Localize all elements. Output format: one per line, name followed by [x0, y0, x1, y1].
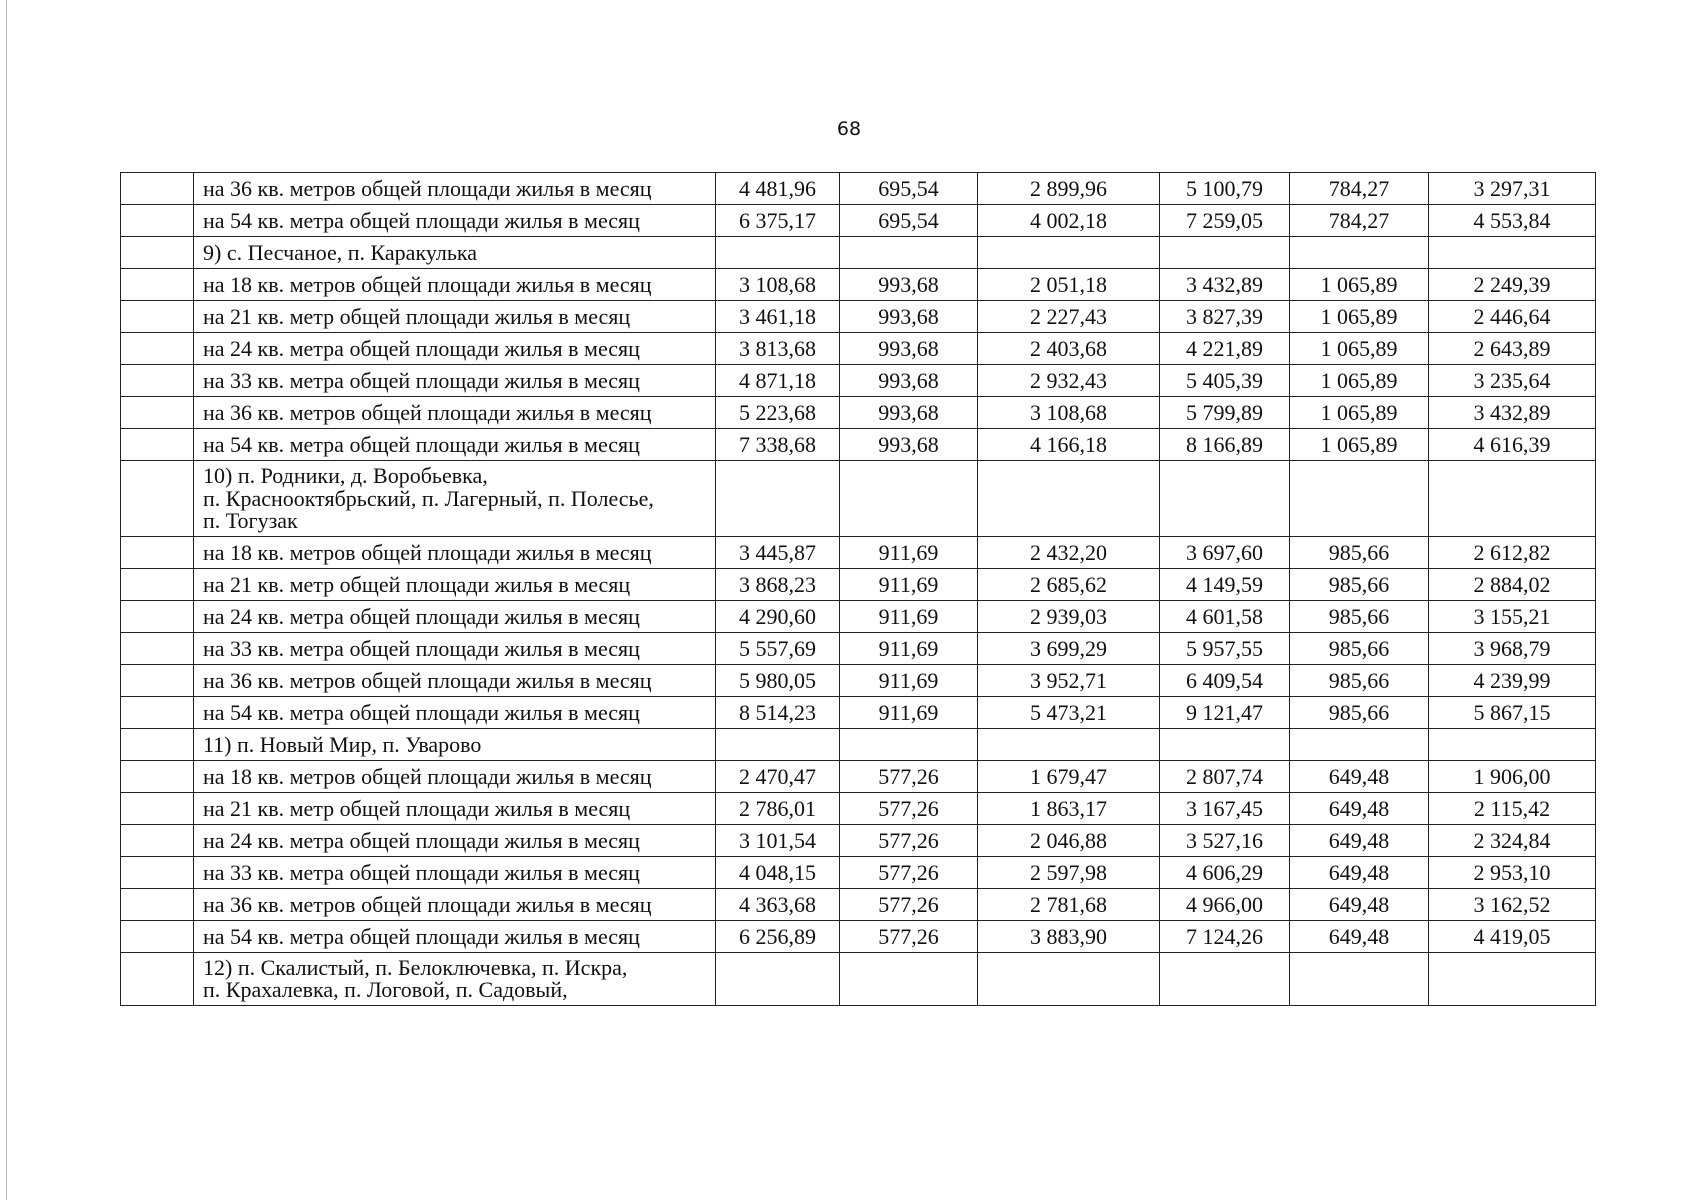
- value-cell-col3: 2 597,98: [978, 856, 1160, 888]
- index-cell: [121, 365, 194, 397]
- section-title-line: п. Тогузак: [203, 508, 298, 533]
- value-cell-col3: 3 883,90: [978, 920, 1160, 952]
- value-cell-col2: [840, 461, 978, 537]
- value-cell-col5: 649,48: [1290, 856, 1429, 888]
- value-cell-col2: 911,69: [840, 664, 978, 696]
- value-cell-col1: 3 868,23: [716, 568, 840, 600]
- row-label-cell: на 36 кв. метров общей площади жилья в месяц: [194, 173, 716, 205]
- section-row: [121, 461, 1596, 537]
- value-cell-col3: 5 473,21: [978, 696, 1160, 728]
- value-cell-col2: 577,26: [840, 792, 978, 824]
- index-cell: [121, 856, 194, 888]
- index-cell: [121, 632, 194, 664]
- table-row: [121, 301, 1596, 333]
- value-cell-col3: 2 227,43: [978, 301, 1160, 333]
- value-cell-col5: [1290, 237, 1429, 269]
- section-row: [121, 237, 1596, 269]
- index-cell: [121, 664, 194, 696]
- value-cell-col5: 784,27: [1290, 173, 1429, 205]
- value-cell-col3: [978, 728, 1160, 760]
- index-cell: [121, 237, 194, 269]
- value-cell-col2: 993,68: [840, 301, 978, 333]
- value-cell-col3: [978, 461, 1160, 537]
- value-cell-col2: 911,69: [840, 568, 978, 600]
- value-cell-col4: 3 527,16: [1160, 824, 1290, 856]
- row-label-cell: на 24 кв. метра общей площади жилья в месяц: [194, 333, 716, 365]
- value-cell-col4: 7 259,05: [1160, 205, 1290, 237]
- row-label-cell: на 24 кв. метра общей площади жилья в месяц: [194, 600, 716, 632]
- value-cell-col6: 2 884,02: [1429, 568, 1596, 600]
- value-cell-col4: 9 121,47: [1160, 696, 1290, 728]
- value-cell-col4: 7 124,26: [1160, 920, 1290, 952]
- table-row: [121, 792, 1596, 824]
- value-cell-col5: 1 065,89: [1290, 301, 1429, 333]
- value-cell-col1: [716, 461, 840, 537]
- value-cell-col2: 577,26: [840, 856, 978, 888]
- value-cell-col1: 3 461,18: [716, 301, 840, 333]
- value-cell-col4: 3 432,89: [1160, 269, 1290, 301]
- index-cell: [121, 888, 194, 920]
- value-cell-col2: 577,26: [840, 824, 978, 856]
- row-label-cell: на 21 кв. метр общей площади жилья в месяц: [194, 568, 716, 600]
- value-cell-col4: [1160, 237, 1290, 269]
- value-cell-col1: 4 481,96: [716, 173, 840, 205]
- value-cell-col3: 2 781,68: [978, 888, 1160, 920]
- value-cell-col4: 4 149,59: [1160, 568, 1290, 600]
- section-title-line: п. Крахалевка, п. Логовой, п. Садовый,: [203, 977, 568, 1002]
- row-label-cell: на 21 кв. метр общей площади жилья в месяц: [194, 792, 716, 824]
- value-cell-col6: 2 612,82: [1429, 536, 1596, 568]
- value-cell-col3: 2 899,96: [978, 173, 1160, 205]
- index-cell: [121, 920, 194, 952]
- value-cell-col6: 5 867,15: [1429, 696, 1596, 728]
- value-cell-col5: 985,66: [1290, 536, 1429, 568]
- value-cell-col2: 577,26: [840, 888, 978, 920]
- value-cell-col2: 577,26: [840, 920, 978, 952]
- value-cell-col1: 4 363,68: [716, 888, 840, 920]
- table-row: [121, 600, 1596, 632]
- value-cell-col3: 2 403,68: [978, 333, 1160, 365]
- value-cell-col4: 5 799,89: [1160, 397, 1290, 429]
- index-cell: [121, 696, 194, 728]
- row-label-cell: на 21 кв. метр общей площади жилья в месяц: [194, 301, 716, 333]
- value-cell-col1: 6 256,89: [716, 920, 840, 952]
- value-cell-col5: 784,27: [1290, 205, 1429, 237]
- row-label-cell: на 18 кв. метров общей площади жилья в месяц: [194, 536, 716, 568]
- value-cell-col4: 5 957,55: [1160, 632, 1290, 664]
- section-row: [121, 952, 1596, 1005]
- table-row: [121, 568, 1596, 600]
- row-label-cell: на 54 кв. метра общей площади жилья в месяц: [194, 429, 716, 461]
- value-cell-col4: 4 966,00: [1160, 888, 1290, 920]
- value-cell-col6: 4 616,39: [1429, 429, 1596, 461]
- value-cell-col3: 3 699,29: [978, 632, 1160, 664]
- value-cell-col5: 1 065,89: [1290, 269, 1429, 301]
- value-cell-col1: 6 375,17: [716, 205, 840, 237]
- table-row: [121, 365, 1596, 397]
- value-cell-col1: 7 338,68: [716, 429, 840, 461]
- index-cell: [121, 301, 194, 333]
- value-cell-col5: 649,48: [1290, 824, 1429, 856]
- value-cell-col2: 577,26: [840, 760, 978, 792]
- value-cell-col6: 3 968,79: [1429, 632, 1596, 664]
- value-cell-col3: 4 166,18: [978, 429, 1160, 461]
- value-cell-col6: 1 906,00: [1429, 760, 1596, 792]
- table-row: [121, 536, 1596, 568]
- scan-edge-line: [6, 0, 7, 1200]
- value-cell-col3: 2 685,62: [978, 568, 1160, 600]
- value-cell-col2: 993,68: [840, 397, 978, 429]
- value-cell-col5: 985,66: [1290, 600, 1429, 632]
- value-cell-col1: 3 101,54: [716, 824, 840, 856]
- table-row: [121, 824, 1596, 856]
- value-cell-col4: 4 601,58: [1160, 600, 1290, 632]
- value-cell-col2: 695,54: [840, 205, 978, 237]
- value-cell-col5: 985,66: [1290, 696, 1429, 728]
- table-row: [121, 269, 1596, 301]
- section-row: [121, 728, 1596, 760]
- value-cell-col4: 6 409,54: [1160, 664, 1290, 696]
- value-cell-col4: 5 405,39: [1160, 365, 1290, 397]
- index-cell: [121, 536, 194, 568]
- section-title-cell: [194, 461, 716, 537]
- value-cell-col2: 695,54: [840, 173, 978, 205]
- value-cell-col6: 4 553,84: [1429, 205, 1596, 237]
- row-label-cell: на 36 кв. метров общей площади жилья в месяц: [194, 397, 716, 429]
- value-cell-col2: 911,69: [840, 536, 978, 568]
- value-cell-col2: [840, 728, 978, 760]
- table-row: [121, 632, 1596, 664]
- value-cell-col2: 993,68: [840, 365, 978, 397]
- value-cell-col3: 2 939,03: [978, 600, 1160, 632]
- index-cell: [121, 429, 194, 461]
- value-cell-col1: 4 290,60: [716, 600, 840, 632]
- section-title-line: п. Краснооктябрьский, п. Лагерный, п. Полесье,: [203, 485, 654, 511]
- value-cell-col6: 4 239,99: [1429, 664, 1596, 696]
- value-cell-col4: 3 167,45: [1160, 792, 1290, 824]
- index-cell: [121, 333, 194, 365]
- table-row: [121, 205, 1596, 237]
- row-label-cell: на 54 кв. метра общей площади жилья в месяц: [194, 205, 716, 237]
- value-cell-col3: 1 863,17: [978, 792, 1160, 824]
- value-cell-col3: 2 051,18: [978, 269, 1160, 301]
- value-cell-col6: 3 235,64: [1429, 365, 1596, 397]
- value-cell-col2: 993,68: [840, 429, 978, 461]
- index-cell: [121, 952, 194, 1005]
- table-row: [121, 696, 1596, 728]
- table-row: [121, 888, 1596, 920]
- index-cell: [121, 600, 194, 632]
- row-label-cell: на 33 кв. метра общей площади жилья в месяц: [194, 632, 716, 664]
- value-cell-col4: 3 827,39: [1160, 301, 1290, 333]
- index-cell: [121, 461, 194, 537]
- value-cell-col5: [1290, 728, 1429, 760]
- value-cell-col1: 5 223,68: [716, 397, 840, 429]
- index-cell: [121, 205, 194, 237]
- row-label-cell: на 54 кв. метра общей площади жилья в месяц: [194, 920, 716, 952]
- value-cell-col1: [716, 952, 840, 1005]
- value-cell-col5: 1 065,89: [1290, 333, 1429, 365]
- row-label-cell: на 54 кв. метра общей площади жилья в месяц: [194, 696, 716, 728]
- row-label-cell: на 18 кв. метров общей площади жилья в месяц: [194, 269, 716, 301]
- value-cell-col2: 993,68: [840, 269, 978, 301]
- value-cell-col3: [978, 952, 1160, 1005]
- value-cell-col6: 3 162,52: [1429, 888, 1596, 920]
- value-cell-col6: 2 324,84: [1429, 824, 1596, 856]
- value-cell-col3: 2 432,20: [978, 536, 1160, 568]
- value-cell-col6: 2 249,39: [1429, 269, 1596, 301]
- value-cell-col5: 1 065,89: [1290, 365, 1429, 397]
- table-row: [121, 173, 1596, 205]
- index-cell: [121, 568, 194, 600]
- value-cell-col3: 1 679,47: [978, 760, 1160, 792]
- index-cell: [121, 269, 194, 301]
- value-cell-col4: 2 807,74: [1160, 760, 1290, 792]
- value-cell-col2: 911,69: [840, 696, 978, 728]
- table-row: [121, 429, 1596, 461]
- value-cell-col4: [1160, 952, 1290, 1005]
- table-row: [121, 333, 1596, 365]
- value-cell-col4: [1160, 461, 1290, 537]
- value-cell-col5: 1 065,89: [1290, 397, 1429, 429]
- value-cell-col6: 3 155,21: [1429, 600, 1596, 632]
- value-cell-col6: [1429, 728, 1596, 760]
- value-cell-col6: 2 446,64: [1429, 301, 1596, 333]
- table-row: [121, 664, 1596, 696]
- value-cell-col6: 4 419,05: [1429, 920, 1596, 952]
- row-label-cell: на 33 кв. метра общей площади жилья в месяц: [194, 856, 716, 888]
- section-title-line: 11) п. Новый Мир, п. Уварово: [203, 731, 482, 757]
- value-cell-col3: 2 046,88: [978, 824, 1160, 856]
- value-cell-col4: [1160, 728, 1290, 760]
- value-cell-col5: 649,48: [1290, 792, 1429, 824]
- row-label-cell: на 33 кв. метра общей площади жилья в месяц: [194, 365, 716, 397]
- value-cell-col6: [1429, 461, 1596, 537]
- value-cell-col5: 649,48: [1290, 760, 1429, 792]
- index-cell: [121, 397, 194, 429]
- value-cell-col6: 2 643,89: [1429, 333, 1596, 365]
- section-title-cell: [194, 952, 716, 1005]
- value-cell-col6: [1429, 237, 1596, 269]
- tariff-table: [120, 172, 1596, 1006]
- index-cell: [121, 760, 194, 792]
- value-cell-col2: 911,69: [840, 632, 978, 664]
- value-cell-col1: 4 871,18: [716, 365, 840, 397]
- value-cell-col6: 2 953,10: [1429, 856, 1596, 888]
- value-cell-col1: [716, 237, 840, 269]
- value-cell-col4: 4 221,89: [1160, 333, 1290, 365]
- value-cell-col1: 5 557,69: [716, 632, 840, 664]
- value-cell-col3: [978, 237, 1160, 269]
- value-cell-col3: 3 952,71: [978, 664, 1160, 696]
- table-row: [121, 760, 1596, 792]
- table-row: [121, 397, 1596, 429]
- section-title-cell: [194, 728, 716, 760]
- value-cell-col5: 985,66: [1290, 568, 1429, 600]
- row-label-cell: на 36 кв. метров общей площади жилья в месяц: [194, 888, 716, 920]
- value-cell-col3: 2 932,43: [978, 365, 1160, 397]
- section-title-line: 12) п. Скалистый, п. Белоключевка, п. Искра,: [203, 954, 628, 980]
- section-title-line: 10) п. Родники, д. Воробьевка,: [203, 463, 488, 488]
- index-cell: [121, 824, 194, 856]
- value-cell-col2: 993,68: [840, 333, 978, 365]
- value-cell-col1: 2 786,01: [716, 792, 840, 824]
- row-label-cell: на 36 кв. метров общей площади жилья в месяц: [194, 664, 716, 696]
- value-cell-col5: [1290, 461, 1429, 537]
- value-cell-col5: 985,66: [1290, 632, 1429, 664]
- index-cell: [121, 728, 194, 760]
- value-cell-col1: [716, 728, 840, 760]
- value-cell-col4: 8 166,89: [1160, 429, 1290, 461]
- value-cell-col2: 911,69: [840, 600, 978, 632]
- value-cell-col1: 3 445,87: [716, 536, 840, 568]
- value-cell-col4: 4 606,29: [1160, 856, 1290, 888]
- value-cell-col1: 3 108,68: [716, 269, 840, 301]
- value-cell-col6: 2 115,42: [1429, 792, 1596, 824]
- index-cell: [121, 792, 194, 824]
- index-cell: [121, 173, 194, 205]
- value-cell-col2: [840, 237, 978, 269]
- value-cell-col5: 985,66: [1290, 664, 1429, 696]
- value-cell-col2: [840, 952, 978, 1005]
- value-cell-col5: [1290, 952, 1429, 1005]
- section-title-line: 9) с. Песчаное, п. Каракулька: [203, 240, 477, 265]
- value-cell-col4: 3 697,60: [1160, 536, 1290, 568]
- value-cell-col5: 649,48: [1290, 920, 1429, 952]
- value-cell-col6: [1429, 952, 1596, 1005]
- table-row: [121, 856, 1596, 888]
- tariff-table-body: [121, 173, 1596, 1006]
- value-cell-col5: 1 065,89: [1290, 429, 1429, 461]
- value-cell-col4: 5 100,79: [1160, 173, 1290, 205]
- page-number: 68: [836, 118, 862, 140]
- table-row: [121, 920, 1596, 952]
- value-cell-col3: 3 108,68: [978, 397, 1160, 429]
- value-cell-col1: 2 470,47: [716, 760, 840, 792]
- value-cell-col5: 649,48: [1290, 888, 1429, 920]
- value-cell-col1: 4 048,15: [716, 856, 840, 888]
- value-cell-col1: 8 514,23: [716, 696, 840, 728]
- row-label-cell: на 18 кв. метров общей площади жилья в месяц: [194, 760, 716, 792]
- row-label-cell: на 24 кв. метра общей площади жилья в месяц: [194, 824, 716, 856]
- section-title-cell: [194, 237, 716, 269]
- value-cell-col1: 5 980,05: [716, 664, 840, 696]
- value-cell-col3: 4 002,18: [978, 205, 1160, 237]
- value-cell-col6: 3 297,31: [1429, 173, 1596, 205]
- value-cell-col1: 3 813,68: [716, 333, 840, 365]
- value-cell-col6: 3 432,89: [1429, 397, 1596, 429]
